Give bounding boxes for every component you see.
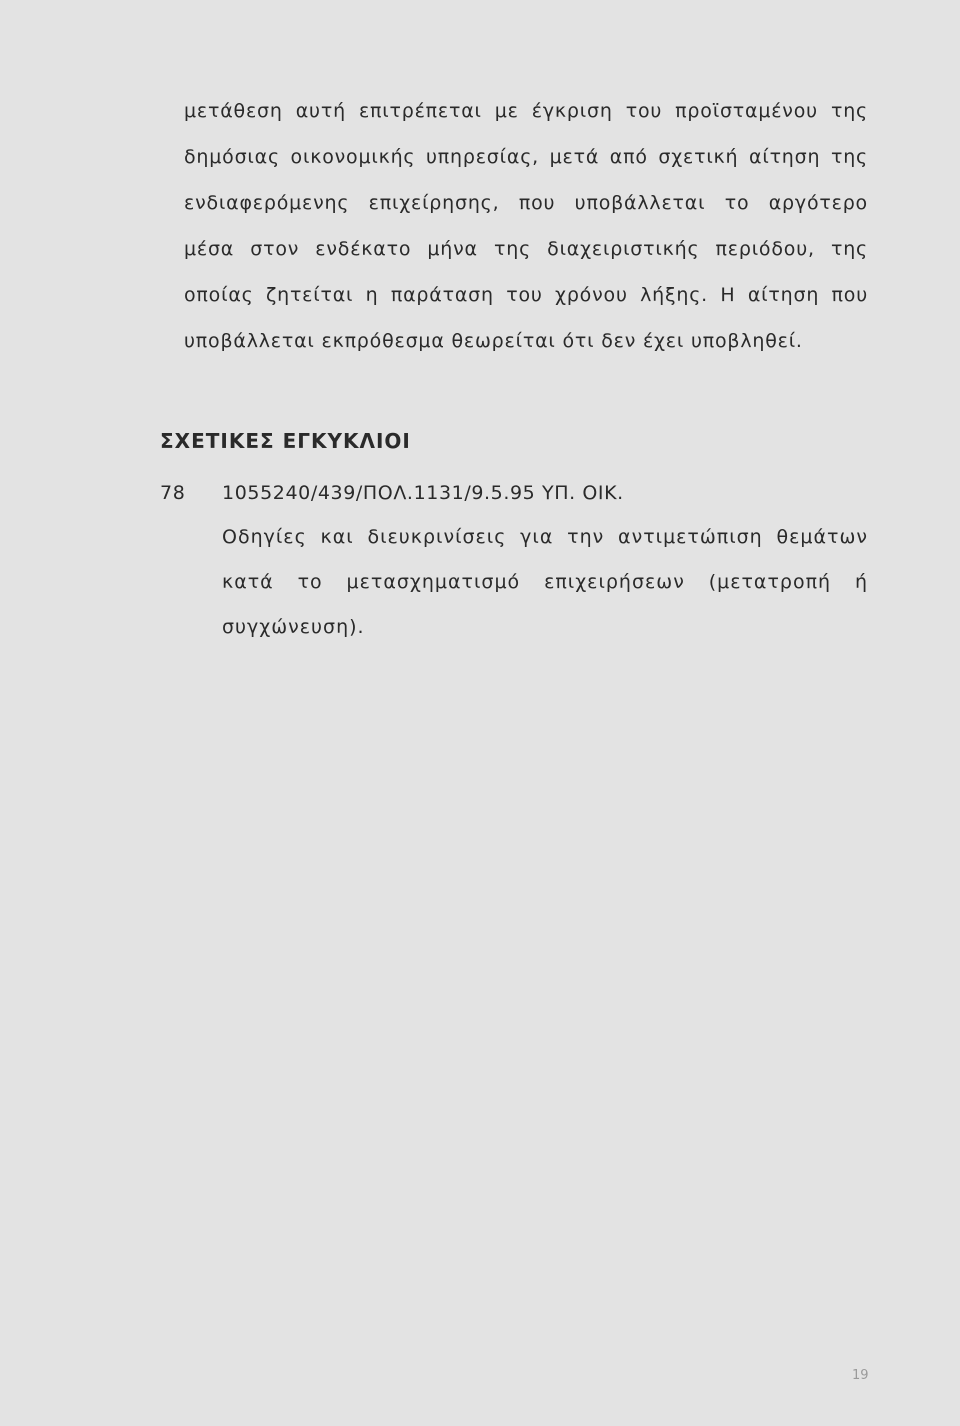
- circular-reference-code: 1055240/439/ΠΟΛ.1131/9.5.95 ΥΠ. ΟΙΚ.: [222, 482, 624, 504]
- paragraph-line: δημόσιας οικονομικής υπηρεσίας, μετά από σχετική αίτηση της: [184, 146, 868, 168]
- circular-entry: [160, 478, 868, 638]
- paragraph-line: υποβάλλεται εκπρόθεσμα θεωρείται ότι δεν έχει υποβληθεί.: [184, 330, 803, 352]
- circular-description: [222, 522, 868, 657]
- section-heading: ΣΧΕΤΙΚΕΣ ΕΓΚΥΚΛΙΟΙ: [160, 429, 411, 453]
- paragraph-line: μετάθεση αυτή επιτρέπεται με έγκριση του προϊσταμένου της: [184, 100, 868, 122]
- paragraph-line: ενδιαφερόμενης επιχείρησης, που υποβάλλεται το αργότερο: [184, 192, 868, 214]
- circular-number: 78: [160, 482, 186, 504]
- paragraph-line: μέσα στον ενδέκατο μήνα της διαχειριστικής περιόδου, της: [184, 238, 868, 260]
- body-paragraph: [184, 96, 868, 372]
- page-number: 19: [852, 1368, 869, 1383]
- description-line: κατά το μετασχηματισμό επιχειρήσεων (μετατροπή ή: [222, 571, 868, 593]
- paragraph-line: οποίας ζητείται η παράταση του χρόνου λήξης. Η αίτηση που: [184, 284, 868, 306]
- description-line: Οδηγίες και διευκρινίσεις για την αντιμετώπιση θεμάτων: [222, 526, 868, 548]
- circular-reference-row: [160, 478, 868, 510]
- description-line: συγχώνευση).: [222, 616, 365, 638]
